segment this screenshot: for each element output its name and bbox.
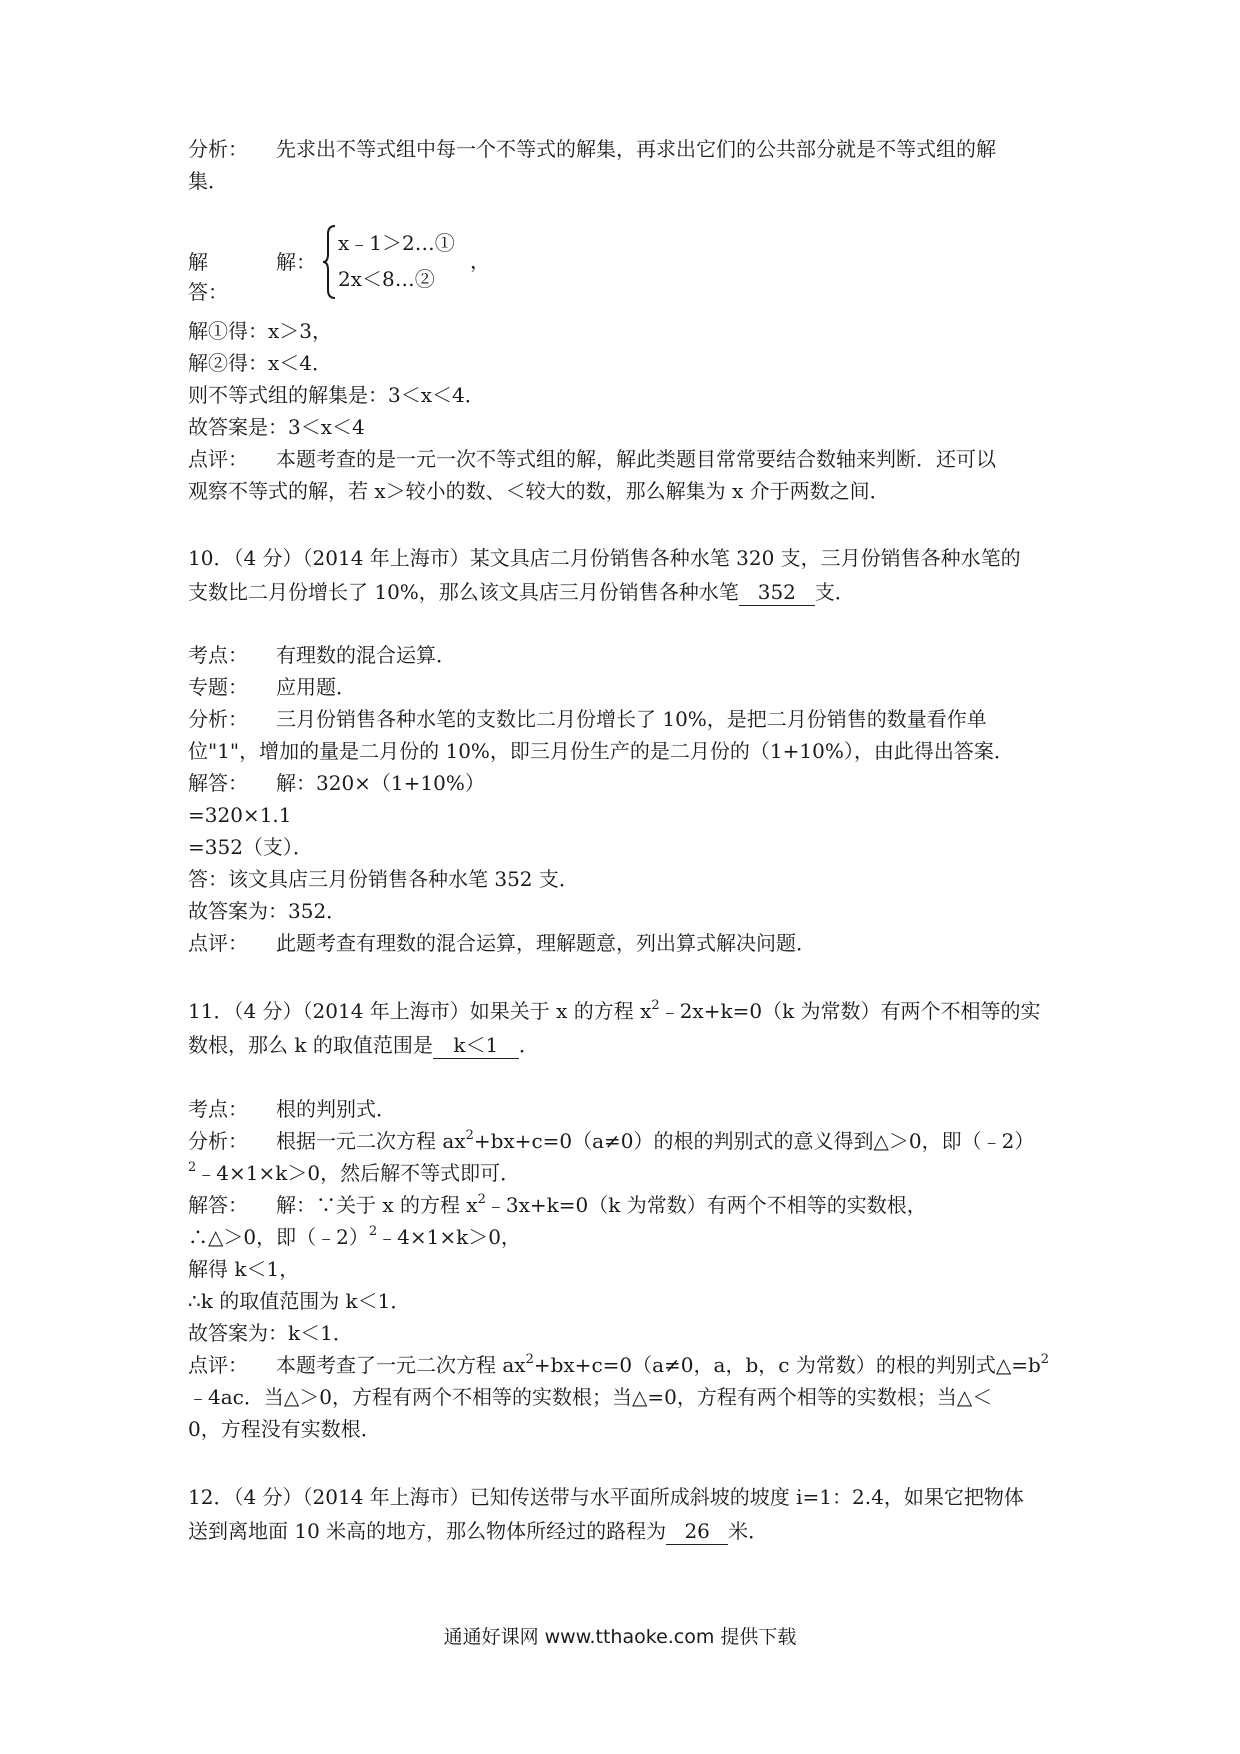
stem-text-end: 米． — [728, 1519, 769, 1543]
answer-text: 解：320×（1+10%） — [276, 771, 485, 795]
q11-stem-line-1 — [188, 996, 1041, 1026]
comment-label: 点评： — [188, 931, 248, 955]
q10-analysis-line-1 — [188, 704, 987, 734]
zhuanti-label: 专题： — [188, 675, 248, 699]
q9-step-4: 故答案是：3＜x＜4 — [188, 415, 365, 439]
q11-comment-line-1 — [188, 1350, 1049, 1380]
q10-analysis-line-2: 位"1"，增加的量是二月份的 10%，即三月份生产的是二月份的（1+10%），由此得出答案． — [188, 739, 1014, 763]
kaodian-label: 考点： — [188, 643, 248, 667]
q9-step-1: 解①得：x＞3， — [188, 319, 333, 343]
kaodian-text: 有理数的混合运算． — [276, 643, 456, 667]
q11-answer-line-5: 故答案为：k＜1． — [188, 1321, 353, 1345]
q12-stem-line-2 — [188, 1516, 768, 1546]
curly-brace-icon — [322, 224, 336, 300]
answer-text-cont: ﹣4×1×k＞0， — [377, 1225, 521, 1249]
q10-comment — [188, 928, 816, 958]
q11-analysis-line-1 — [188, 1126, 1034, 1156]
q11-analysis-line-2 — [188, 1158, 520, 1188]
comment-text: 本题考查的是一元一次不等式组的解，解此类题目常常要结合数轴来判断．还可以 — [276, 447, 996, 471]
comment-label: 点评： — [188, 447, 248, 471]
inequality-2: 2x＜8…② — [338, 267, 435, 291]
analysis-text: 根据一元二次方程 ax — [276, 1129, 466, 1153]
inequality-1: x﹣1＞2…① — [338, 231, 455, 255]
q9-analysis-line-2: 集． — [188, 169, 228, 193]
q10-answer-line-5: 故答案为：352． — [188, 899, 347, 923]
comment-text: 此题考查有理数的混合运算，理解题意，列出算式解决问题． — [276, 931, 816, 955]
kaodian-text: 根的判别式． — [276, 1097, 396, 1121]
stem-text: 送到离地面 10 米高的地方，那么物体所经过的路程为 — [188, 1519, 667, 1543]
q11-answer-line-2 — [188, 1222, 521, 1252]
q10-answer-line-4: 答：该文具店三月份销售各种水笔 352 支． — [188, 867, 579, 891]
q11-answer-line-3: 解得 k＜1， — [188, 1257, 300, 1281]
answer-intro: 解： — [276, 250, 316, 274]
comma: ， — [470, 249, 490, 273]
q9-comment-line-2: 观察不等式的解，若 x＞较小的数、＜较大的数，那么解集为 x 介于两数之间． — [188, 479, 890, 503]
zhuanti-text: 应用题． — [276, 675, 356, 699]
answer-blank: k＜1 — [433, 1032, 519, 1059]
analysis-label: 分析： — [188, 137, 248, 161]
answer-label: 解答： — [188, 771, 248, 795]
q9-step-3: 则不等式组的解集是：3＜x＜4． — [188, 383, 485, 407]
answer-label: 解答： — [188, 250, 228, 304]
answer-text-cont: ﹣3x+k=0（k 为常数）有两个不相等的实数根， — [485, 1193, 927, 1217]
q9-step-2: 解②得：x＜4． — [188, 351, 333, 375]
superscript: 2 — [465, 1128, 474, 1143]
q10-stem-line-2 — [188, 577, 855, 607]
superscript: 2 — [651, 998, 660, 1013]
answer-label: 解答： — [188, 1193, 248, 1217]
superscript: 2 — [188, 1160, 197, 1175]
stem-text: 数根，那么 k 的取值范围是 — [188, 1033, 433, 1057]
q11-kaodian — [188, 1094, 396, 1124]
superscript: 2 — [525, 1352, 534, 1367]
analysis-text: 先求出不等式组中每一个不等式的解集，再求出它们的公共部分就是不等式组的解 — [276, 137, 996, 161]
comment-text-cont: +bx+c=0（a≠0，a，b，c 为常数）的根的判别式△=b — [533, 1353, 1041, 1377]
q10-answer-line-2: =320×1.1 — [188, 803, 292, 827]
q10-stem-line-1: 10．（4 分）（2014 年上海市）某文具店二月份销售各种水笔 320 支，三月份销售各种水笔的 — [188, 546, 1021, 570]
analysis-text: 三月份销售各种水笔的支数比二月份增长了 10%，是把二月份销售的数量看作单 — [276, 707, 987, 731]
superscript: 2 — [368, 1224, 378, 1239]
q10-answer-line-3: =352（支）． — [188, 835, 313, 859]
answer-blank: 26 — [666, 1518, 728, 1545]
q10-zhuanti — [188, 672, 356, 702]
kaodian-label: 考点： — [188, 1097, 248, 1121]
analysis-text: ﹣4×1×k＞0，然后解不等式即可． — [196, 1161, 521, 1185]
superscript: 2 — [1040, 1352, 1050, 1367]
answer-blank: 352 — [739, 579, 815, 606]
q12-stem-line-1: 12．（4 分）（2014 年上海市）已知传送带与水平面所成斜坡的坡度 i=1：2.4，如果它把物体 — [188, 1485, 1024, 1509]
analysis-text-cont: +bx+c=0（a≠0）的根的判别式的意义得到△＞0，即（﹣2） — [473, 1129, 1035, 1153]
analysis-label: 分析： — [188, 707, 248, 731]
q11-answer-line-1 — [188, 1190, 927, 1220]
comment-label: 点评： — [188, 1353, 248, 1377]
stem-text-end: 支． — [814, 580, 855, 604]
q10-answer-line-1 — [188, 768, 485, 798]
q9-analysis-line-1 — [188, 134, 996, 164]
q11-comment-line-3: 0，方程没有实数根． — [188, 1417, 381, 1441]
answer-text: 解：∵关于 x 的方程 x — [276, 1193, 478, 1217]
q10-kaodian — [188, 640, 456, 670]
comment-text: 本题考查了一元二次方程 ax — [276, 1353, 526, 1377]
q11-stem-line-2 — [188, 1030, 539, 1060]
q11-answer-line-4: ∴k 的取值范围为 k＜1． — [188, 1289, 411, 1313]
stem-text-cont: ﹣2x+k=0（k 为常数）有两个不相等的实 — [659, 999, 1041, 1023]
page-footer: 通通好课网 www.tthaoke.com 提供下载 — [443, 1626, 797, 1648]
stem-text: 支数比二月份增长了 10%，那么该文具店三月份销售各种水笔 — [188, 580, 739, 604]
analysis-label: 分析： — [188, 1129, 248, 1153]
stem-text-end: ． — [518, 1033, 539, 1057]
answer-text: ∴△＞0，即（﹣2） — [188, 1225, 369, 1249]
superscript: 2 — [477, 1192, 486, 1207]
q11-comment-line-2: ﹣4ac．当△＞0，方程有两个不相等的实数根；当△=0，方程有两个相等的实数根；当△＜ — [188, 1385, 993, 1409]
stem-text: 11．（4 分）（2014 年上海市）如果关于 x 的方程 x — [188, 999, 652, 1023]
q9-comment-line-1 — [188, 444, 996, 474]
